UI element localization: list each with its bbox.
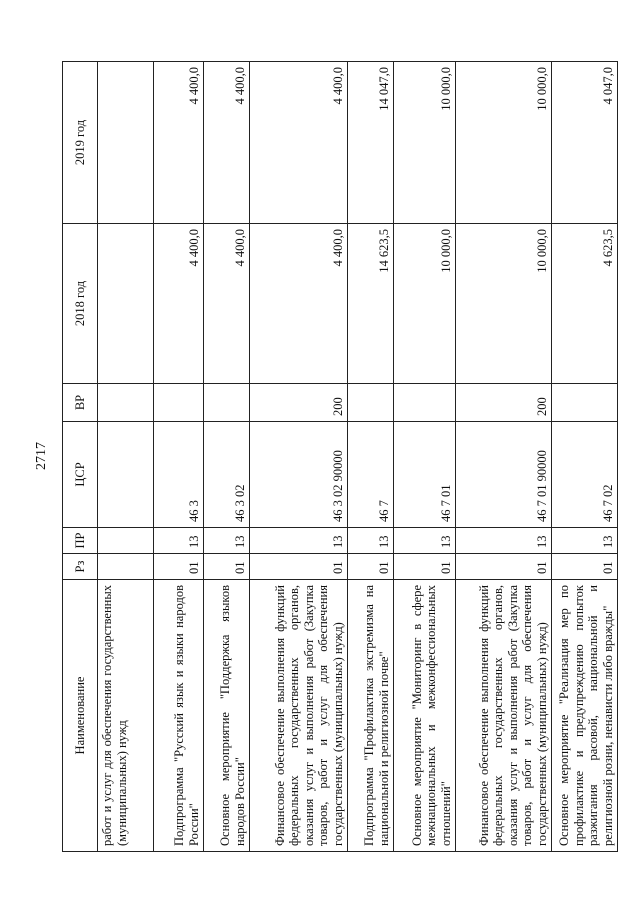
cell-rz: 01 (348, 554, 394, 580)
table-row (348, 62, 394, 852)
table-row (250, 62, 348, 852)
cell-2019: 10 000,0 (456, 62, 552, 224)
header-pr: ПР (63, 528, 98, 554)
cell-2018: 4 400,0 (204, 224, 250, 384)
cell-name: Подпрограмма "Профилактика экстремизма на национальной и религиозной почве" (348, 580, 394, 852)
cell-rz: 01 (456, 554, 552, 580)
cell-2018: 14 623,5 (348, 224, 394, 384)
cell-vr: 200 (250, 384, 348, 422)
table-row (456, 62, 552, 852)
cell-2019: 14 047,0 (348, 62, 394, 224)
cell-2019: 4 400,0 (250, 62, 348, 224)
header-csr: ЦСР (63, 422, 98, 528)
table-row (394, 62, 456, 852)
cell-vr (394, 384, 456, 422)
cell-csr: 46 7 01 (394, 422, 456, 528)
cell-2018 (98, 224, 154, 384)
cell-2019 (98, 62, 154, 224)
table-row (204, 62, 250, 852)
cell-2019: 10 000,0 (394, 62, 456, 224)
cell-name: работ и услуг для обеспечения государственных (муниципальных) нужд (98, 580, 154, 852)
cell-name: Основное мероприятие "Реализация мер по профилактике и предупреждению попыток разжигания расовой, национальной и религиозной розни, ненависти либо вражды" (552, 580, 618, 852)
cell-pr: 13 (348, 528, 394, 554)
cell-rz: 01 (204, 554, 250, 580)
budget-table (62, 61, 618, 852)
cell-vr: 200 (456, 384, 552, 422)
table-header-row (63, 62, 98, 852)
cell-vr (552, 384, 618, 422)
cell-csr: 46 3 02 90000 (250, 422, 348, 528)
cell-pr: 13 (204, 528, 250, 554)
cell-name: Подпрограмма "Русский язык и языки народов России" (154, 580, 204, 852)
cell-2018: 10 000,0 (456, 224, 552, 384)
rotated-table-container (62, 62, 618, 852)
table-row (154, 62, 204, 852)
table-row (98, 62, 154, 852)
cell-csr: 46 7 (348, 422, 394, 528)
cell-pr: 13 (250, 528, 348, 554)
cell-name: Финансовое обеспечение выполнения функций федеральных государственных органов, оказания услуг и выполнения работ (Закупка товаров, работ и услуг для обеспечения государственных (муниципальных) нужд) (456, 580, 552, 852)
cell-csr: 46 7 01 90000 (456, 422, 552, 528)
cell-rz: 01 (154, 554, 204, 580)
cell-2018: 4 623,5 (552, 224, 618, 384)
header-vr: ВР (63, 384, 98, 422)
cell-csr: 46 3 02 (204, 422, 250, 528)
cell-2018: 4 400,0 (250, 224, 348, 384)
cell-vr (98, 384, 154, 422)
cell-rz (98, 554, 154, 580)
header-rz: Рз (63, 554, 98, 580)
cell-2018: 4 400,0 (154, 224, 204, 384)
page-number (32, 441, 52, 471)
cell-name: Основное мероприятие "Поддержка языков народов России" (204, 580, 250, 852)
header-name: Наименование (63, 580, 98, 852)
cell-2019: 4 400,0 (154, 62, 204, 224)
cell-vr (204, 384, 250, 422)
cell-rz: 01 (250, 554, 348, 580)
header-2018: 2018 год (63, 224, 98, 384)
page-number-text: 2717 (34, 442, 49, 470)
cell-pr: 13 (456, 528, 552, 554)
cell-name: Финансовое обеспечение выполнения функций федеральных государственных органов, оказания услуг и выполнения работ (Закупка товаров, работ и услуг для обеспечения государственных (муниципальных) нужд) (250, 580, 348, 852)
cell-csr (98, 422, 154, 528)
cell-name: Основное мероприятие "Мониторинг в сфере межнациональных и межконфессиональных отношений" (394, 580, 456, 852)
cell-2018: 10 000,0 (394, 224, 456, 384)
cell-pr: 13 (394, 528, 456, 554)
cell-2019: 4 047,0 (552, 62, 618, 224)
cell-csr: 46 3 (154, 422, 204, 528)
cell-rz: 01 (552, 554, 618, 580)
cell-rz: 01 (394, 554, 456, 580)
cell-2019: 4 400,0 (204, 62, 250, 224)
cell-pr (98, 528, 154, 554)
cell-pr: 13 (154, 528, 204, 554)
header-2019: 2019 год (63, 62, 98, 224)
cell-vr (348, 384, 394, 422)
cell-vr (154, 384, 204, 422)
budget-table-sheet (62, 62, 618, 852)
cell-csr: 46 7 02 (552, 422, 618, 528)
cell-pr: 13 (552, 528, 618, 554)
table-row (552, 62, 618, 852)
